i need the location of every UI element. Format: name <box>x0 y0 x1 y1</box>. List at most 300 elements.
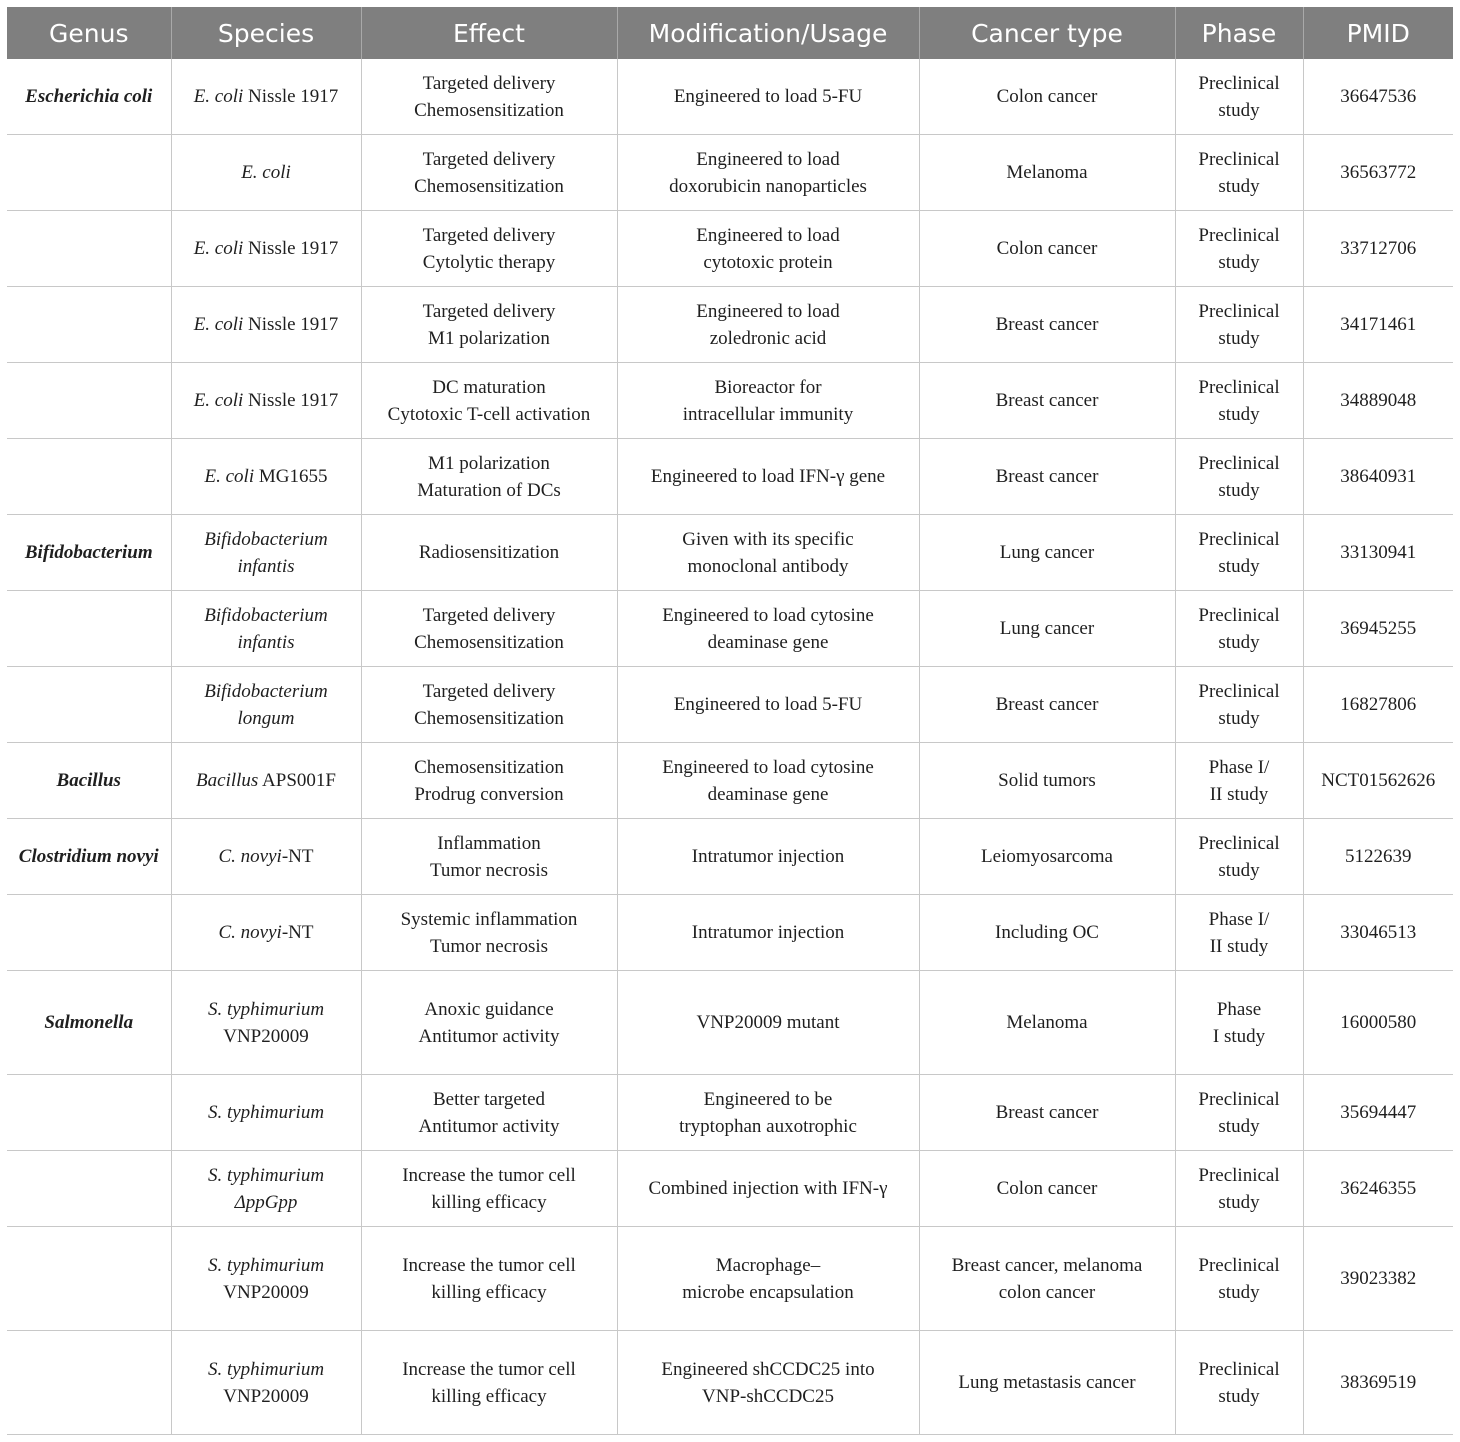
cancer-type-text: Melanoma <box>1006 1012 1088 1033</box>
header-cancer-type: Cancer type <box>919 7 1175 59</box>
species-strain: VNP20009 <box>223 1281 309 1303</box>
cancer-type-text: Leiomyosarcoma <box>981 846 1113 867</box>
species-strain: Nissle 1917 <box>243 314 339 335</box>
phase-cell <box>1175 819 1303 895</box>
modification-text: Bioreactor for <box>714 376 822 398</box>
phase-cell <box>1175 287 1303 363</box>
modification-text: VNP20009 mutant <box>696 1012 840 1033</box>
genus-cell <box>7 971 171 1075</box>
phase-text: study <box>1218 707 1260 729</box>
table-row <box>7 135 1453 211</box>
species-cell <box>171 363 361 439</box>
effect-text: Targeted delivery <box>422 604 556 626</box>
genus-name: Bacillus <box>56 770 121 791</box>
cancer-type-text: Lung cancer <box>999 618 1095 639</box>
pmid-cell <box>1303 287 1453 363</box>
phase-text: II study <box>1209 783 1269 805</box>
species-name: E. coli <box>204 466 255 487</box>
genus-cell <box>7 135 171 211</box>
phase-text: study <box>1218 251 1260 273</box>
pmid-cell <box>1303 1227 1453 1331</box>
genus-cell <box>7 895 171 971</box>
effect-text: M1 polarization <box>428 327 550 349</box>
pmid-value: 33712706 <box>1340 238 1417 259</box>
modification-text: zoledronic acid <box>709 327 827 349</box>
species-cell <box>171 1331 361 1435</box>
species-name: S. typhimurium <box>207 998 325 1020</box>
pmid-cell <box>1303 515 1453 591</box>
genus-cell <box>7 819 171 895</box>
effect-text: Prodrug conversion <box>414 783 564 805</box>
species-cell <box>171 59 361 135</box>
phase-text: Preclinical <box>1198 72 1280 94</box>
pmid-value: 36246355 <box>1340 1178 1417 1199</box>
header-species: Species <box>171 7 361 59</box>
species-cell <box>171 439 361 515</box>
species-strain: Nissle 1917 <box>243 238 339 259</box>
modification-text: Intratumor injection <box>691 846 845 867</box>
bacteria-cancer-table <box>7 7 1453 1435</box>
species-name: S. typhimurium <box>207 1254 325 1276</box>
effect-text: Chemosensitization <box>414 175 564 197</box>
phase-text: study <box>1218 1385 1260 1407</box>
effect-text: Chemosensitization <box>414 707 564 729</box>
genus-name: Salmonella <box>44 1012 134 1033</box>
effect-text: M1 polarization <box>428 452 550 474</box>
table-row <box>7 515 1453 591</box>
genus-cell <box>7 743 171 819</box>
phase-cell <box>1175 363 1303 439</box>
species-cell <box>171 591 361 667</box>
species-name: S. typhimurium ΔppGpp <box>207 1164 325 1213</box>
cancer-type-cell <box>919 819 1175 895</box>
cancer-type-cell <box>919 743 1175 819</box>
phase-cell <box>1175 895 1303 971</box>
effect-cell <box>361 287 617 363</box>
cancer-type-text: Lung metastasis cancer <box>958 1372 1136 1393</box>
species-cell <box>171 743 361 819</box>
species-name: C. novyi <box>218 922 282 943</box>
modification-cell <box>617 439 919 515</box>
modification-text: Given with its specific <box>682 528 854 550</box>
pmid-value: 36945255 <box>1340 618 1417 639</box>
pmid-cell <box>1303 363 1453 439</box>
species-cell <box>171 971 361 1075</box>
phase-text: II study <box>1209 935 1269 957</box>
species-cell <box>171 211 361 287</box>
cancer-type-text: colon cancer <box>998 1281 1096 1303</box>
cancer-type-text: Colon cancer <box>996 86 1098 107</box>
modification-text: Engineered to load IFN-γ gene <box>650 466 886 487</box>
phase-text: Preclinical <box>1198 452 1280 474</box>
pmid-cell <box>1303 1075 1453 1151</box>
phase-text: study <box>1218 859 1260 881</box>
genus-cell <box>7 667 171 743</box>
species-cell <box>171 1151 361 1227</box>
table-row <box>7 895 1453 971</box>
effect-text: Targeted delivery <box>422 224 556 246</box>
pmid-value: 38640931 <box>1340 466 1417 487</box>
modification-text: tryptophan auxotrophic <box>679 1115 857 1137</box>
phase-cell <box>1175 211 1303 287</box>
phase-cell <box>1175 1151 1303 1227</box>
effect-text: Better targeted <box>432 1088 545 1110</box>
modification-text: doxorubicin nanoparticles <box>669 175 867 197</box>
species-strain: -NT <box>281 846 314 867</box>
cancer-type-cell <box>919 1331 1175 1435</box>
cancer-type-text: Colon cancer <box>996 1178 1098 1199</box>
pmid-value: NCT01562626 <box>1321 770 1436 791</box>
modification-text: Engineered to load <box>696 148 840 170</box>
effect-text: Increase the tumor cell <box>402 1358 576 1380</box>
species-cell <box>171 1075 361 1151</box>
effect-text: Chemosensitization <box>414 631 564 653</box>
header-pmid: PMID <box>1303 7 1453 59</box>
pmid-cell <box>1303 971 1453 1075</box>
modification-text: intracellular immunity <box>682 403 854 425</box>
effect-cell <box>361 59 617 135</box>
species-cell <box>171 135 361 211</box>
modification-text: Macrophage– <box>715 1254 821 1276</box>
cancer-type-text: Breast cancer <box>995 694 1099 715</box>
modification-text: Intratumor injection <box>691 922 845 943</box>
effect-cell <box>361 895 617 971</box>
species-cell <box>171 895 361 971</box>
genus-cell <box>7 1227 171 1331</box>
cancer-type-cell <box>919 667 1175 743</box>
genus-cell <box>7 287 171 363</box>
phase-text: Preclinical <box>1198 604 1280 626</box>
modification-cell <box>617 743 919 819</box>
phase-cell <box>1175 971 1303 1075</box>
effect-cell <box>361 363 617 439</box>
modification-text: Engineered to be <box>703 1088 833 1110</box>
phase-text: Preclinical <box>1198 1088 1280 1110</box>
genus-cell <box>7 1075 171 1151</box>
cancer-type-cell <box>919 287 1175 363</box>
header-row <box>7 7 1453 59</box>
effect-text: Maturation of DCs <box>417 479 561 501</box>
phase-cell <box>1175 1075 1303 1151</box>
pmid-cell <box>1303 591 1453 667</box>
phase-text: Phase I/ <box>1208 756 1270 778</box>
pmid-cell <box>1303 895 1453 971</box>
species-strain: VNP20009 <box>223 1385 309 1407</box>
genus-name: Escherichia coli <box>25 86 153 107</box>
phase-text: study <box>1218 1115 1260 1137</box>
modification-cell <box>617 515 919 591</box>
effect-text: killing efficacy <box>431 1191 547 1213</box>
effect-text: Cytolytic therapy <box>422 251 556 273</box>
modification-text: Combined injection with IFN-γ <box>648 1178 888 1199</box>
genus-cell <box>7 591 171 667</box>
modification-text: Engineered to load 5-FU <box>673 694 863 715</box>
modification-cell <box>617 819 919 895</box>
effect-text: killing efficacy <box>431 1281 547 1303</box>
cancer-type-cell <box>919 135 1175 211</box>
effect-cell <box>361 211 617 287</box>
pmid-value: 39023382 <box>1340 1268 1417 1289</box>
genus-cell <box>7 1151 171 1227</box>
cancer-type-cell <box>919 363 1175 439</box>
cancer-type-cell <box>919 439 1175 515</box>
cancer-type-text: Breast cancer, melanoma <box>951 1254 1143 1276</box>
modification-text: deaminase gene <box>707 783 829 805</box>
effect-text: Radiosensitization <box>418 542 560 563</box>
pmid-cell <box>1303 819 1453 895</box>
effect-cell <box>361 971 617 1075</box>
phase-cell <box>1175 1227 1303 1331</box>
modification-text: Engineered to load cytosine <box>662 756 874 778</box>
modification-text: deaminase gene <box>707 631 829 653</box>
effect-text: Targeted delivery <box>422 300 556 322</box>
modification-cell <box>617 591 919 667</box>
effect-text: Systemic inflammation <box>400 908 578 930</box>
species-name: Bacillus <box>196 770 259 791</box>
genus-cell <box>7 1331 171 1435</box>
cancer-type-cell <box>919 59 1175 135</box>
phase-text: study <box>1218 99 1260 121</box>
phase-cell <box>1175 515 1303 591</box>
pmid-value: 36563772 <box>1340 162 1417 183</box>
species-name: E. coli <box>241 162 291 183</box>
modification-text: Engineered to load 5-FU <box>673 86 863 107</box>
phase-text: Preclinical <box>1198 1358 1280 1380</box>
effect-text: Targeted delivery <box>422 148 556 170</box>
modification-cell <box>617 135 919 211</box>
effect-text: Anoxic guidance <box>424 998 554 1020</box>
species-cell <box>171 287 361 363</box>
species-cell <box>171 667 361 743</box>
species-name: E. coli <box>193 314 244 335</box>
table-container <box>7 7 1453 1435</box>
cancer-type-cell <box>919 1075 1175 1151</box>
cancer-type-text: Breast cancer <box>995 314 1099 335</box>
pmid-value: 5122639 <box>1345 846 1412 867</box>
phase-text: study <box>1218 327 1260 349</box>
phase-text: Preclinical <box>1198 1164 1280 1186</box>
phase-text: Preclinical <box>1198 376 1280 398</box>
cancer-type-cell <box>919 895 1175 971</box>
species-strain: APS001F <box>258 770 336 791</box>
effect-text: DC maturation <box>432 376 546 398</box>
modification-cell <box>617 971 919 1075</box>
cancer-type-cell <box>919 211 1175 287</box>
genus-cell <box>7 211 171 287</box>
species-cell <box>171 515 361 591</box>
phase-text: Preclinical <box>1198 528 1280 550</box>
pmid-value: 35694447 <box>1340 1102 1417 1123</box>
table-row <box>7 1227 1453 1331</box>
phase-cell <box>1175 667 1303 743</box>
phase-text: Preclinical <box>1198 832 1280 854</box>
table-row <box>7 363 1453 439</box>
pmid-cell <box>1303 211 1453 287</box>
species-strain: VNP20009 <box>223 1025 309 1047</box>
pmid-value: 38369519 <box>1340 1372 1417 1393</box>
effect-text: Tumor necrosis <box>429 859 549 881</box>
phase-cell <box>1175 59 1303 135</box>
phase-text: Preclinical <box>1198 300 1280 322</box>
table-row <box>7 439 1453 515</box>
pmid-value: 34889048 <box>1340 390 1417 411</box>
cancer-type-cell <box>919 591 1175 667</box>
phase-text: Phase <box>1216 998 1262 1020</box>
species-name: S. typhimurium <box>207 1358 325 1380</box>
effect-text: killing efficacy <box>431 1385 547 1407</box>
phase-text: study <box>1218 175 1260 197</box>
phase-text: Preclinical <box>1198 224 1280 246</box>
cancer-type-text: Including OC <box>995 922 1099 943</box>
modification-cell <box>617 1151 919 1227</box>
effect-text: Chemosensitization <box>414 99 564 121</box>
species-name: Bifidobacterium longum <box>204 680 328 729</box>
species-name: Bifidobacterium infantis <box>204 528 328 577</box>
effect-text: Cytotoxic T-cell activation <box>387 403 591 425</box>
table-row <box>7 819 1453 895</box>
modification-text: Engineered shCCDC25 into <box>661 1358 875 1380</box>
effect-cell <box>361 1151 617 1227</box>
species-cell <box>171 819 361 895</box>
effect-cell <box>361 1075 617 1151</box>
phase-text: study <box>1218 403 1260 425</box>
phase-text: I study <box>1212 1025 1266 1047</box>
pmid-value: 33046513 <box>1340 922 1417 943</box>
pmid-cell <box>1303 1151 1453 1227</box>
table-row <box>7 59 1453 135</box>
phase-cell <box>1175 743 1303 819</box>
effect-cell <box>361 515 617 591</box>
pmid-value: 16827806 <box>1340 694 1417 715</box>
cancer-type-cell <box>919 971 1175 1075</box>
phase-cell <box>1175 1331 1303 1435</box>
modification-cell <box>617 363 919 439</box>
effect-cell <box>361 667 617 743</box>
pmid-cell <box>1303 135 1453 211</box>
phase-text: Phase I/ <box>1208 908 1270 930</box>
species-name: E. coli <box>193 238 244 259</box>
modification-cell <box>617 1075 919 1151</box>
phase-text: study <box>1218 1281 1260 1303</box>
phase-text: study <box>1218 479 1260 501</box>
pmid-cell <box>1303 1331 1453 1435</box>
effect-text: Targeted delivery <box>422 72 556 94</box>
effect-cell <box>361 135 617 211</box>
genus-cell <box>7 59 171 135</box>
header-phase: Phase <box>1175 7 1303 59</box>
effect-text: Antitumor activity <box>418 1025 560 1047</box>
species-name: E. coli <box>193 86 244 107</box>
species-name: C. novyi <box>218 846 282 867</box>
genus-cell <box>7 363 171 439</box>
pmid-cell <box>1303 667 1453 743</box>
modification-cell <box>617 1331 919 1435</box>
phase-text: Preclinical <box>1198 1254 1280 1276</box>
cancer-type-text: Breast cancer <box>995 390 1099 411</box>
cancer-type-text: Lung cancer <box>999 542 1095 563</box>
species-strain: MG1655 <box>254 466 328 487</box>
modification-cell <box>617 211 919 287</box>
modification-text: cytotoxic protein <box>703 251 833 273</box>
effect-cell <box>361 1227 617 1331</box>
effect-cell <box>361 743 617 819</box>
effect-text: Increase the tumor cell <box>402 1164 576 1186</box>
genus-cell <box>7 515 171 591</box>
modification-text: monoclonal antibody <box>687 555 849 577</box>
table-row <box>7 211 1453 287</box>
species-name: E. coli <box>193 390 244 411</box>
cancer-type-text: Breast cancer <box>995 1102 1099 1123</box>
species-cell <box>171 1227 361 1331</box>
pmid-cell <box>1303 59 1453 135</box>
table-row <box>7 1075 1453 1151</box>
header-genus: Genus <box>7 7 171 59</box>
effect-cell <box>361 439 617 515</box>
species-name: Bifidobacterium infantis <box>204 604 328 653</box>
effect-text: Tumor necrosis <box>429 935 549 957</box>
phase-text: Preclinical <box>1198 148 1280 170</box>
cancer-type-text: Melanoma <box>1006 162 1088 183</box>
effect-text: Chemosensitization <box>414 756 564 778</box>
header-effect: Effect <box>361 7 617 59</box>
modification-cell <box>617 667 919 743</box>
species-strain: Nissle 1917 <box>243 390 339 411</box>
genus-cell <box>7 439 171 515</box>
modification-cell <box>617 59 919 135</box>
modification-cell <box>617 287 919 363</box>
modification-text: Engineered to load <box>696 224 840 246</box>
table-row <box>7 667 1453 743</box>
phase-cell <box>1175 439 1303 515</box>
modification-text: Engineered to load cytosine <box>662 604 874 626</box>
phase-text: study <box>1218 1191 1260 1213</box>
cancer-type-text: Breast cancer <box>995 466 1099 487</box>
phase-text: study <box>1218 555 1260 577</box>
pmid-value: 16000580 <box>1340 1012 1417 1033</box>
cancer-type-cell <box>919 1227 1175 1331</box>
phase-cell <box>1175 135 1303 211</box>
pmid-value: 36647536 <box>1340 86 1417 107</box>
modification-text: microbe encapsulation <box>682 1281 854 1303</box>
genus-name: Clostridium novyi <box>18 846 159 867</box>
effect-cell <box>361 1331 617 1435</box>
effect-text: Increase the tumor cell <box>402 1254 576 1276</box>
modification-cell <box>617 1227 919 1331</box>
cancer-type-text: Solid tumors <box>998 770 1096 791</box>
table-row <box>7 971 1453 1075</box>
table-row <box>7 1151 1453 1227</box>
pmid-value: 33130941 <box>1340 542 1417 563</box>
header-modification: Modification/Usage <box>617 7 919 59</box>
species-strain: Nissle 1917 <box>243 86 339 107</box>
effect-text: Targeted delivery <box>422 680 556 702</box>
genus-name: Bifidobacterium <box>24 542 153 563</box>
phase-text: study <box>1218 631 1260 653</box>
effect-cell <box>361 819 617 895</box>
pmid-value: 34171461 <box>1340 314 1417 335</box>
cancer-type-cell <box>919 1151 1175 1227</box>
phase-cell <box>1175 591 1303 667</box>
table-row <box>7 743 1453 819</box>
phase-text: Preclinical <box>1198 680 1280 702</box>
effect-text: Antitumor activity <box>418 1115 560 1137</box>
pmid-cell <box>1303 743 1453 819</box>
species-name: S. typhimurium <box>207 1102 325 1123</box>
effect-cell <box>361 591 617 667</box>
pmid-cell <box>1303 439 1453 515</box>
table-row <box>7 287 1453 363</box>
modification-cell <box>617 895 919 971</box>
